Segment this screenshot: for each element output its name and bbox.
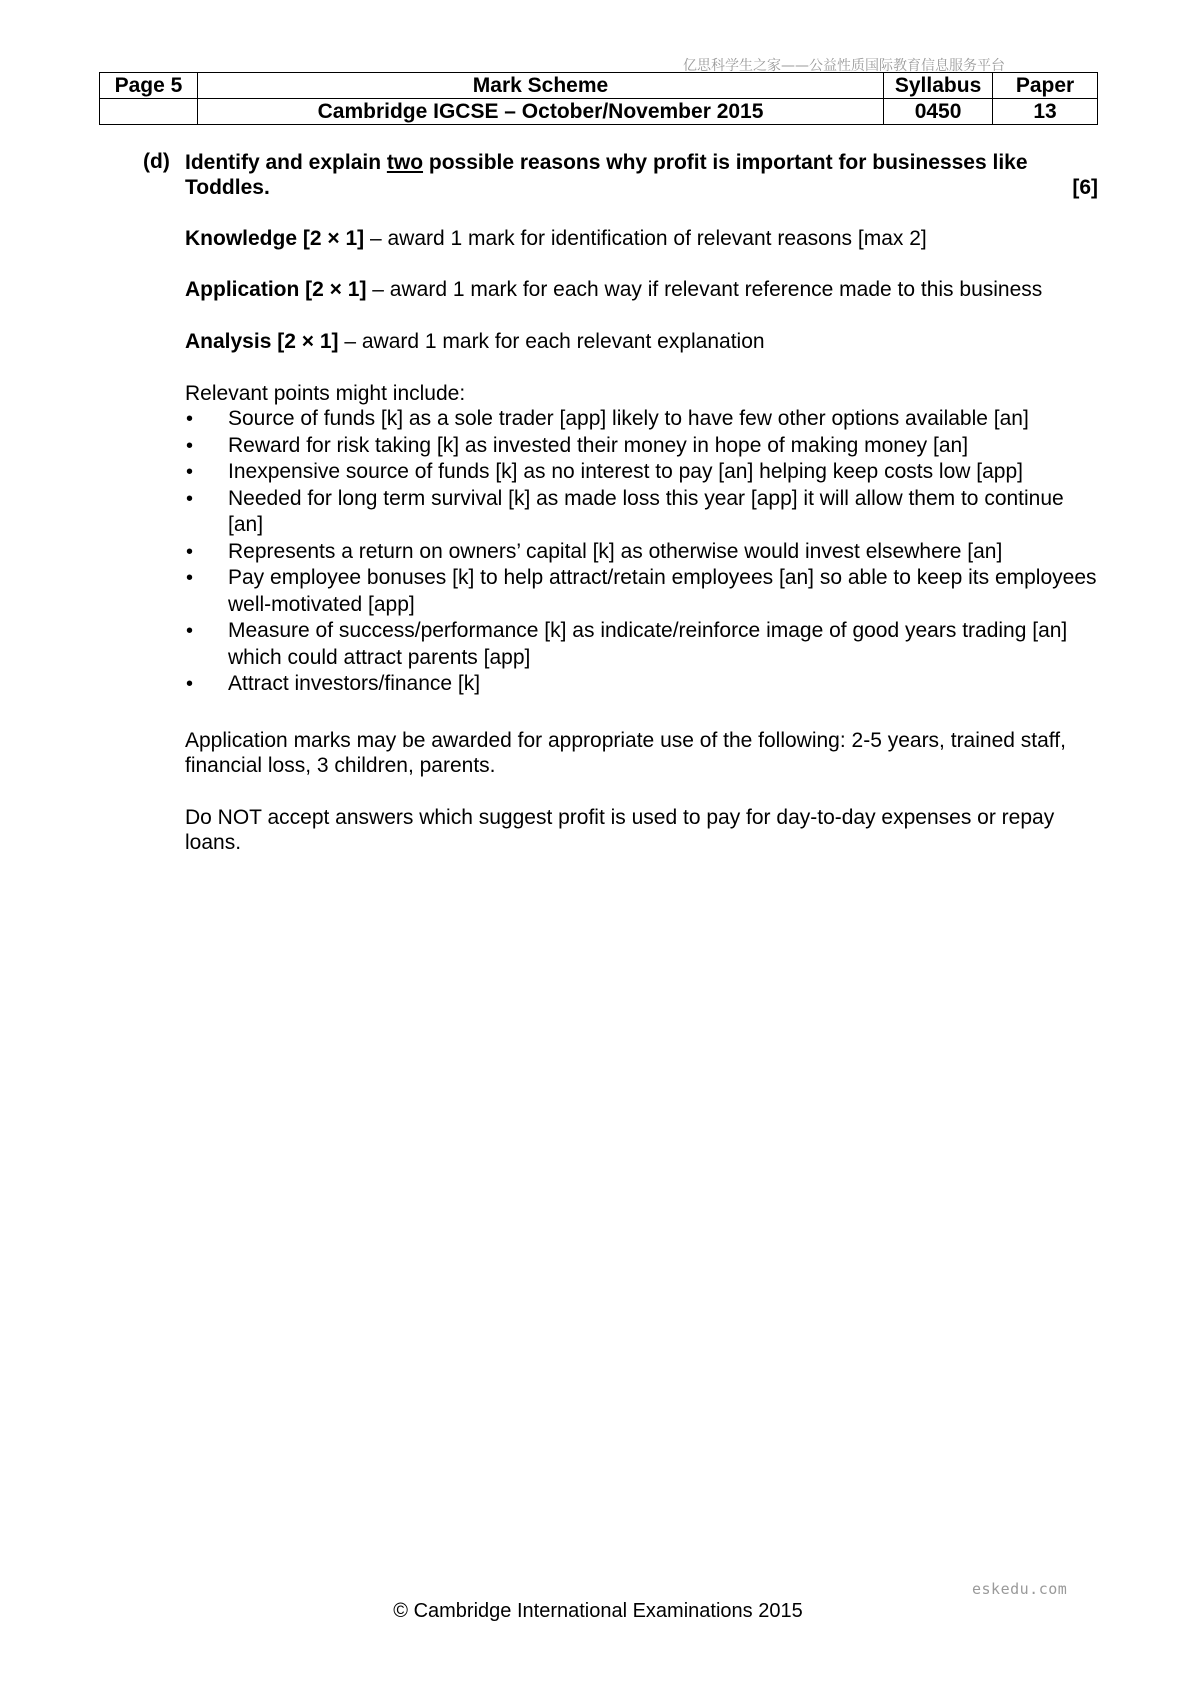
criterion-knowledge: [185, 226, 1098, 251]
list-item: • Represents a return on owners’ capital [k] as otherwise would invest elsewhere [an]: [185, 539, 1098, 566]
header-empty-cell: [100, 99, 198, 125]
criterion-application-text: – award 1 mark for each way if relevant reference made to this business: [366, 278, 1043, 301]
page-number: Page 5: [100, 73, 198, 99]
points-intro: Relevant points might include:: [185, 382, 466, 405]
syllabus-label: Syllabus: [884, 73, 993, 99]
footer-copyright: © Cambridge International Examinations 2015: [393, 1600, 803, 1622]
list-item: • Inexpensive source of funds [k] as no interest to pay [an] helping keep costs low [app]: [185, 459, 1098, 486]
list-item: • Attract investors/finance [k]: [185, 671, 1098, 698]
criterion-analysis: [185, 329, 1098, 354]
header-table: [99, 72, 1098, 125]
question-text-post: possible reasons why profit is important for businesses like Toddles.: [185, 151, 1028, 199]
list-item: • Pay employee bonuses [k] to help attract/retain employees [an] so able to keep its employees well-motivated [app]: [185, 565, 1098, 618]
question-text-underlined: two: [386, 151, 424, 174]
points-list: [185, 406, 1098, 698]
watermark-bottom: eskedu.com: [972, 1580, 1068, 1598]
document-title: Mark Scheme: [197, 73, 883, 99]
criterion-analysis-label: Analysis [2 × 1]: [185, 330, 339, 353]
question-text: [185, 150, 1098, 200]
list-item: • Needed for long term survival [k] as made loss this year [app] it will allow them to continue [an]: [185, 486, 1098, 539]
paper-label: Paper: [993, 73, 1098, 99]
syllabus-code: 0450: [884, 99, 993, 125]
watermark-top: 亿思科学生之家——公益性质国际教育信息服务平台: [683, 58, 1005, 74]
question-marks: [6]: [1072, 176, 1098, 199]
criterion-analysis-text: – award 1 mark for each relevant explanation: [338, 330, 765, 353]
list-item: • Measure of success/performance [k] as indicate/reinforce image of good years trading [an] which could attract parents [app]: [185, 618, 1098, 671]
exam-title: Cambridge IGCSE – October/November 2015: [197, 99, 883, 125]
exclusion-note: Do NOT accept answers which suggest profit is used to pay for day-to-day expenses or repay loans.: [185, 806, 1055, 854]
paper-number: 13: [993, 99, 1098, 125]
list-item: • Source of funds [k] as a sole trader [app] likely to have few other options available [an]: [185, 406, 1098, 433]
criterion-application-label: Application [2 × 1]: [185, 278, 367, 301]
question-text-pre: Identify and explain: [185, 151, 387, 174]
criterion-knowledge-text: – award 1 mark for identification of relevant reasons [max 2]: [364, 227, 927, 250]
criterion-knowledge-label: Knowledge [2 × 1]: [185, 227, 365, 250]
application-note: Application marks may be awarded for appropriate use of the following: 2-5 years, trained staff, financial loss, 3 children, parents.: [185, 729, 1066, 777]
criterion-application: [185, 277, 1098, 302]
question-label: (d): [143, 150, 170, 173]
list-item: • Reward for risk taking [k] as invested their money in hope of making money [an]: [185, 433, 1098, 460]
